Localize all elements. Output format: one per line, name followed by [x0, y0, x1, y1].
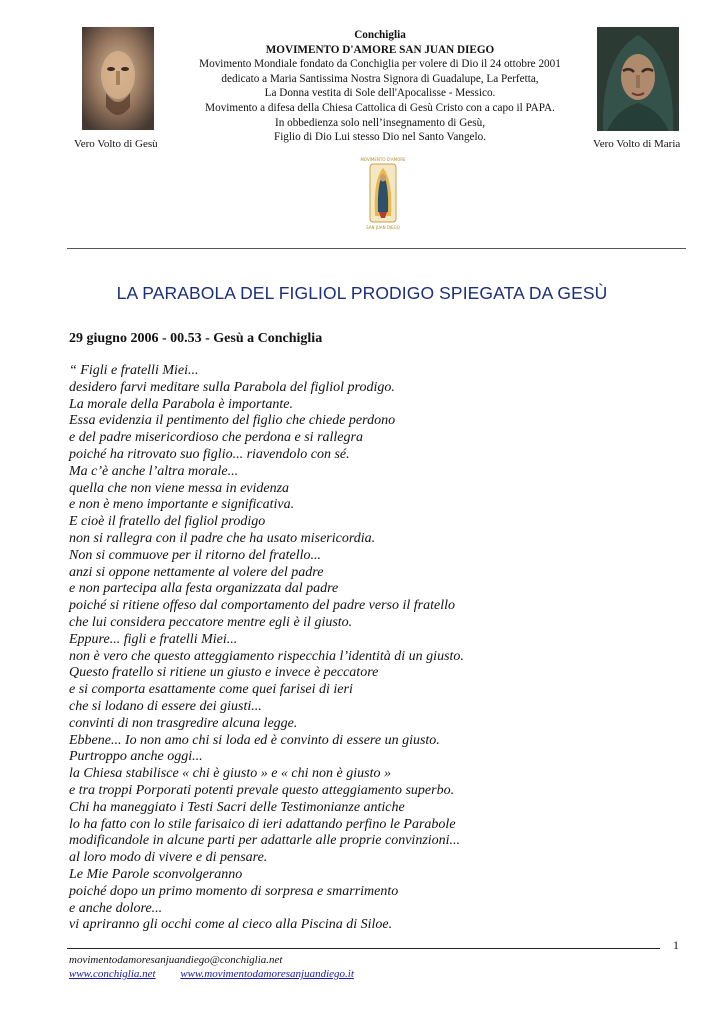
- message-line: poiché si ritiene offeso dal comportamento del padre verso il fratello: [69, 598, 455, 614]
- message-body: [69, 363, 669, 934]
- message-line: desidero farvi meditare sulla Parabola del figliol prodigo.: [69, 379, 395, 395]
- page-number: 1: [673, 938, 679, 952]
- description-line: Figlio di Dio Lui stesso Dio nel Santo Vangelo.: [273, 131, 487, 144]
- footer-divider: [67, 948, 660, 949]
- message-line: “ Figli e fratelli Miei...: [69, 363, 199, 378]
- description-line: Movimento Mondiale fondato da Conchiglia per volere di Dio il 24 ottobre 2001: [199, 58, 561, 71]
- message-line: e non è meno importante e significativa.: [69, 497, 295, 513]
- document-title: LA PARABOLA DEL FIGLIOL PRODIGO SPIEGATA DA GESÙ: [116, 283, 608, 303]
- message-line: modificandole in alcune parti per adattarle alle proprie convinzioni...: [69, 833, 461, 849]
- message-line: Chi ha maneggiato i Testi Sacri delle Testimonianze antiche: [69, 799, 405, 815]
- message-line: convinti di non trasgredire alcuna legge.: [69, 715, 298, 731]
- message-line: Non si commuove per il ritorno del fratello...: [69, 547, 321, 563]
- message-line: anzi si oppone nettamente al volere del padre: [69, 564, 324, 580]
- message-line: Questo fratello si ritiene un giusto e invece è peccatore: [69, 665, 379, 681]
- message-line: Ebbene... Io non amo chi si loda ed è convinto di essere un giusto.: [69, 732, 440, 748]
- description-line: La Donna vestita di Sole dell'Apocalisse - Messico.: [264, 87, 496, 100]
- mary-portrait-image: [597, 27, 679, 131]
- message-line: non si rallegra con il padre che ha usato misericordia.: [69, 530, 376, 546]
- message-line: poiché ha ritrovato suo figlio... riavendolo con sé.: [69, 446, 350, 462]
- message-line: e non partecipa alla festa organizzata dal padre: [69, 581, 339, 597]
- message-line: la Chiesa stabilisce « chi è giusto » e « chi non è giusto »: [69, 766, 391, 782]
- message-line: Ma c’è anche l’altra morale...: [69, 463, 239, 479]
- message-line: Eppure... figli e fratelli Miei...: [69, 631, 238, 647]
- message-line: Essa evidenzia il pentimento del figlio che chiede perdono: [69, 413, 396, 429]
- conchiglia-link[interactable]: www.conchiglia.net: [69, 968, 156, 980]
- message-line: e si comporta esattamente come quei farisei di ieri: [69, 682, 353, 698]
- description-line: dedicato a Maria Santissima Nostra Signora di Guadalupe, La Perfetta,: [221, 72, 539, 85]
- message-line: E cioè il fratello del figliol prodigo: [69, 514, 266, 530]
- message-line: e tra troppi Porporati potenti prevale questo atteggiamento superbo.: [69, 782, 455, 798]
- right-portrait-caption: Vero Volto di Maria: [593, 138, 681, 150]
- message-line: Purtroppo anche oggi...: [69, 749, 203, 765]
- header-block: [170, 28, 590, 145]
- message-line: non è vero che questo atteggiamento rispecchia l’identità di un giusto.: [69, 648, 464, 664]
- message-line: poiché dopo un primo momento di sorpresa e smarrimento: [69, 883, 399, 899]
- message-line: che lui considera peccatore mentre egli è il giusto.: [69, 614, 353, 630]
- message-date-line: 29 giugno 2006 - 00.53 - Gesù a Conchiglia: [69, 331, 323, 346]
- description-line: In obbedienza solo nell’insegnamento di Gesù,: [274, 116, 486, 129]
- movement-name: MOVIMENTO D'AMORE SAN JUAN DIEGO: [265, 43, 495, 56]
- description-line: Movimento a difesa della Chiesa Cattolica di Gesù Cristo con a capo il PAPA.: [205, 101, 555, 114]
- message-line: La morale della Parabola è importante.: [69, 396, 293, 412]
- left-portrait-caption: Vero Volto di Gesù: [74, 138, 158, 150]
- svg-text:MOVIMENTO D'AMORE: MOVIMENTO D'AMORE: [360, 157, 406, 162]
- svg-text:SAN JUAN DIEGO: SAN JUAN DIEGO: [366, 225, 400, 230]
- header-divider: [67, 248, 686, 249]
- message-line: che si lodano di essere dei giusti...: [69, 698, 262, 714]
- movement-website-link[interactable]: www.movimentodamoresanjuandiego.it: [180, 968, 354, 980]
- message-line: e del padre misericordioso che perdona e si rallegra: [69, 430, 363, 446]
- movement-logo: [360, 154, 406, 238]
- message-line: lo ha fatto con lo stile farisaico di ieri adattando perfino le Parabole: [69, 816, 456, 832]
- message-line: vi apriranno gli occhi come al cieco alla Piscina di Siloe.: [69, 917, 393, 933]
- message-line: al loro modo di vivere e di pensare.: [69, 850, 268, 866]
- message-line: e anche dolore...: [69, 900, 163, 916]
- jesus-portrait-image: [82, 27, 154, 130]
- footer-email: movimentodamoresanjuandiego@conchiglia.net: [69, 954, 283, 966]
- message-line: quella che non viene messa in evidenza: [69, 480, 290, 496]
- message-line: Le Mie Parole sconvolgeranno: [69, 866, 243, 882]
- org-name: Conchiglia: [354, 29, 406, 41]
- footer-links: [69, 968, 354, 980]
